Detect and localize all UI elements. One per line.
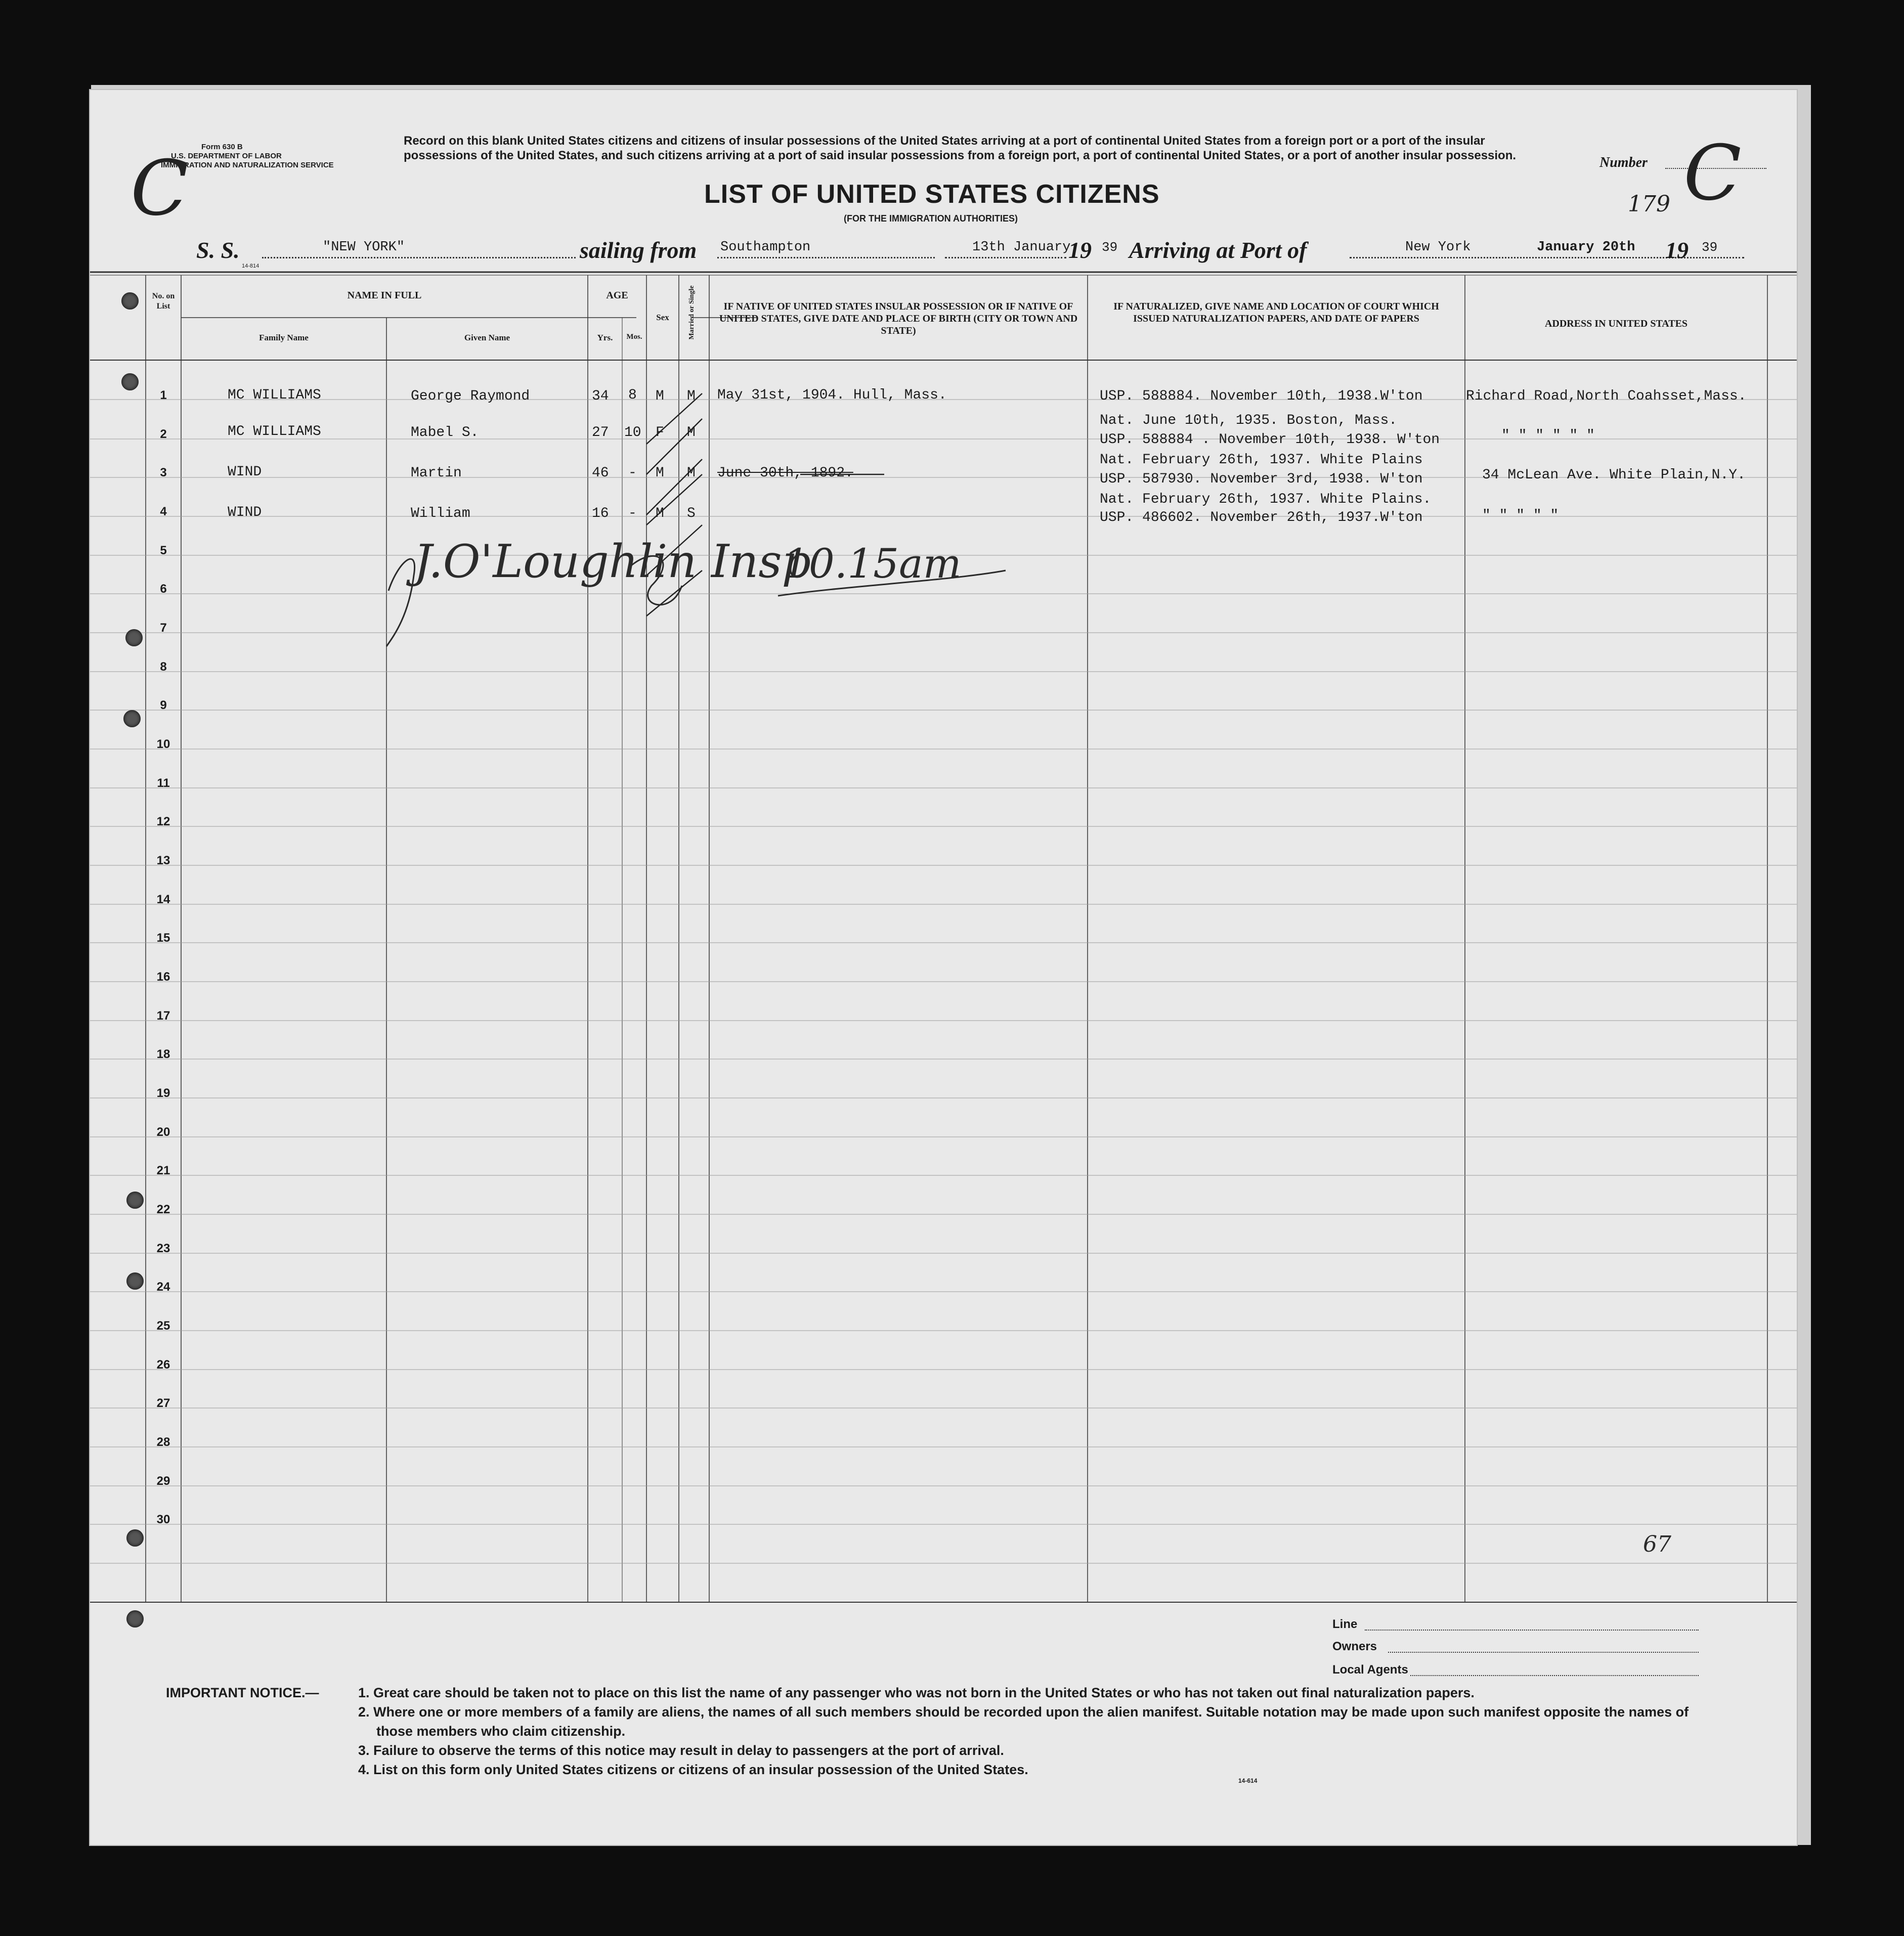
row-number: 11	[157, 776, 170, 790]
table-grid	[90, 90, 1797, 1845]
departure-date: 13th January	[972, 240, 1071, 255]
row-number: 22	[156, 1203, 170, 1216]
age-years: 46	[592, 465, 609, 481]
family-name: MC WILLIAMS	[228, 387, 321, 403]
naturalization-line-1: Nat. February 26th, 1937. White Plains.	[1100, 492, 1432, 507]
sex: M	[656, 506, 664, 521]
ledger-line-field	[1365, 1630, 1699, 1631]
marital-status: M	[687, 388, 696, 404]
ledger-line-label: Line	[1332, 1617, 1358, 1631]
notice-item-2: 2. Where one or more members of a family are aliens, the names of all such members should be recorded upon the alien manifest. Suitable notation may be made upon such manifest opposite the names of those members who claim citizenship.	[358, 1704, 1689, 1739]
row-number: 10	[156, 737, 170, 751]
row-number: 4	[160, 505, 167, 518]
row-number: 1	[160, 388, 167, 402]
address: " " " " " "	[1501, 428, 1595, 444]
ledger-agents-label: Local Agents	[1332, 1663, 1408, 1677]
marital-status: M	[687, 465, 696, 481]
year-prefix-1: 19	[1068, 237, 1092, 263]
row-number: 15	[156, 931, 170, 945]
row-number: 7	[160, 621, 167, 635]
row-number: 23	[156, 1242, 170, 1255]
header-native-birth: IF NATIVE OF UNITED STATES INSULAR POSSESSION OR IF NATIVE OF UNITED STATES, GIVE DATE AND PLACE OF BIRTH (CITY OR TOWN AND STATE)	[719, 301, 1078, 336]
record-instructions: Record on this blank United States citizens and citizens of insular possessions of the United States arriving at a port of continental United States from a foreign port or a port of the insular possessions of the United States, and such citizens arriving at a port of said insular possessions from a foreign port, a port of continental United States, or a port of another insular possession.	[404, 134, 1517, 162]
marital-status: S	[687, 506, 696, 521]
arrival-port: New York	[1405, 240, 1471, 255]
year-prefix-2: 19	[1665, 237, 1689, 263]
binding-hole	[126, 1272, 144, 1290]
age-months: 8	[628, 387, 637, 403]
row-number: 27	[156, 1396, 170, 1410]
binding-hole	[121, 373, 139, 390]
naturalization-line-2: USP. 587930. November 3rd, 1938. W'ton	[1100, 471, 1423, 487]
header-mos: Mos.	[626, 333, 642, 341]
header-married: Married or Single	[688, 285, 696, 340]
header-age: AGE	[606, 290, 628, 301]
departure-port: Southampton	[720, 240, 811, 255]
arrival-year: 39	[1702, 240, 1718, 255]
age-months: -	[628, 506, 637, 521]
row-number: 3	[160, 466, 167, 479]
header-naturalized: IF NATURALIZED, GIVE NAME AND LOCATION OF COURT WHICH ISSUED NATURALIZATION PAPERS, AND DATE OF PAPERS	[1113, 301, 1439, 324]
given-name: George Raymond	[411, 388, 530, 404]
form-print-code: 14-814	[242, 263, 259, 269]
arriving-label: Arriving at Port of	[1129, 237, 1307, 263]
age-months: 10	[624, 425, 641, 441]
number-label: Number	[1599, 155, 1648, 170]
notice-item-4: 4. List on this form only United States citizens or citizens of an insular possession of the United States.	[358, 1762, 1028, 1777]
family-name: MC WILLIAMS	[228, 424, 321, 439]
row-number: 9	[160, 698, 167, 712]
birth-details-struck: June 30th, 1892.	[717, 465, 853, 481]
list-number: 179	[1628, 191, 1670, 217]
notice-item-1: 1. Great care should be taken not to place on this list the name of any passenger who was not born in the United States or who has not taken out final naturalization papers.	[358, 1685, 1475, 1700]
service: IMMIGRATION AND NATURALIZATION SERVICE	[161, 161, 334, 169]
header-name-in-full: NAME IN FULL	[347, 290, 422, 301]
row-number: 29	[156, 1474, 170, 1488]
ship-name: "NEW YORK"	[323, 240, 405, 255]
address: Richard Road,North Coahsset,Mass.	[1466, 388, 1747, 404]
inspector-signature: J.O'Loughlin Insp	[414, 535, 811, 588]
row-number: 30	[156, 1513, 170, 1526]
arrival-date: January 20th	[1537, 240, 1635, 255]
department: U.S. DEPARTMENT OF LABOR	[171, 152, 282, 160]
age-months: -	[628, 465, 637, 481]
marital-status: M	[687, 425, 696, 441]
page-title: LIST OF UNITED STATES CITIZENS	[704, 180, 1160, 209]
row-number: 13	[156, 854, 170, 867]
row-number: 8	[160, 660, 167, 674]
row-number: 19	[156, 1086, 170, 1100]
header-given-name: Given Name	[464, 333, 510, 342]
header-yrs: Yrs.	[597, 333, 613, 342]
family-name: WIND	[228, 464, 262, 480]
sex: M	[656, 388, 664, 404]
age-years: 27	[592, 425, 609, 441]
handwritten-letter-right: C	[1683, 129, 1742, 217]
inspection-time: 10.15am	[783, 540, 962, 587]
ss-label: S. S.	[196, 237, 240, 263]
sailing-label: sailing from	[580, 237, 697, 263]
row-number: 28	[156, 1435, 170, 1449]
ledger-agents-field	[1410, 1675, 1699, 1676]
family-name: WIND	[228, 505, 262, 520]
given-name: William	[411, 506, 470, 521]
row-number: 24	[156, 1280, 170, 1294]
age-years: 34	[592, 388, 609, 404]
binding-hole	[123, 710, 141, 727]
ledger-owners-label: Owners	[1332, 1640, 1377, 1653]
naturalization-line-2: USP. 588884 . November 10th, 1938. W'ton	[1100, 432, 1440, 448]
row-number: 5	[160, 544, 167, 557]
header-no: No. on List	[152, 292, 175, 311]
sex: M	[656, 465, 664, 481]
naturalization-line-1: Nat. February 26th, 1937. White Plains	[1100, 452, 1423, 468]
row-number: 2	[160, 427, 167, 441]
binding-hole	[126, 1610, 144, 1627]
row-number: 6	[160, 582, 167, 596]
row-number: 25	[156, 1319, 170, 1333]
page-number: 67	[1643, 1531, 1671, 1557]
given-name: Mabel S.	[411, 425, 479, 441]
form-number: Form 630 B	[201, 143, 243, 151]
notice-item-3: 3. Failure to observe the terms of this notice may result in delay to passengers at the port of arrival.	[358, 1743, 1004, 1758]
row-number: 14	[156, 893, 170, 906]
row-number: 12	[156, 815, 170, 828]
binding-hole	[125, 629, 143, 646]
notice-label: IMPORTANT NOTICE.—	[166, 1685, 319, 1700]
row-number: 20	[156, 1125, 170, 1139]
sex: F	[656, 425, 664, 441]
row-number: 26	[156, 1358, 170, 1372]
birth-details: May 31st, 1904. Hull, Mass.	[717, 387, 947, 403]
binding-hole	[126, 1529, 144, 1547]
address: 34 McLean Ave. White Plain,N.Y.	[1482, 467, 1746, 483]
header-family-name: Family Name	[259, 333, 309, 342]
row-number: 21	[156, 1164, 170, 1177]
age-years: 16	[592, 506, 609, 521]
binding-hole	[126, 1192, 144, 1209]
important-notice	[358, 1683, 1714, 1779]
naturalization-line-1: Nat. June 10th, 1935. Boston, Mass.	[1100, 413, 1398, 428]
handwritten-letter-left: C	[131, 145, 189, 233]
address: " " " " "	[1482, 508, 1559, 523]
header-sex: Sex	[656, 313, 669, 322]
naturalization-line-2: USP. 486602. November 26th, 1937.W'ton	[1100, 510, 1423, 525]
given-name: Martin	[411, 465, 462, 481]
binding-hole	[121, 292, 139, 310]
row-number: 18	[156, 1047, 170, 1061]
page-subtitle: (FOR THE IMMIGRATION AUTHORITIES)	[844, 213, 1018, 224]
row-number: 17	[156, 1009, 170, 1023]
departure-year: 39	[1102, 240, 1118, 255]
ledger-owners-field	[1388, 1652, 1699, 1653]
manifest-page	[89, 89, 1798, 1846]
naturalization-line-2: USP. 588884. November 10th, 1938.W'ton	[1100, 388, 1423, 404]
notice-print-code: 14-614	[1238, 1777, 1258, 1784]
header-address: ADDRESS IN UNITED STATES	[1544, 318, 1688, 329]
row-number: 16	[156, 970, 170, 984]
